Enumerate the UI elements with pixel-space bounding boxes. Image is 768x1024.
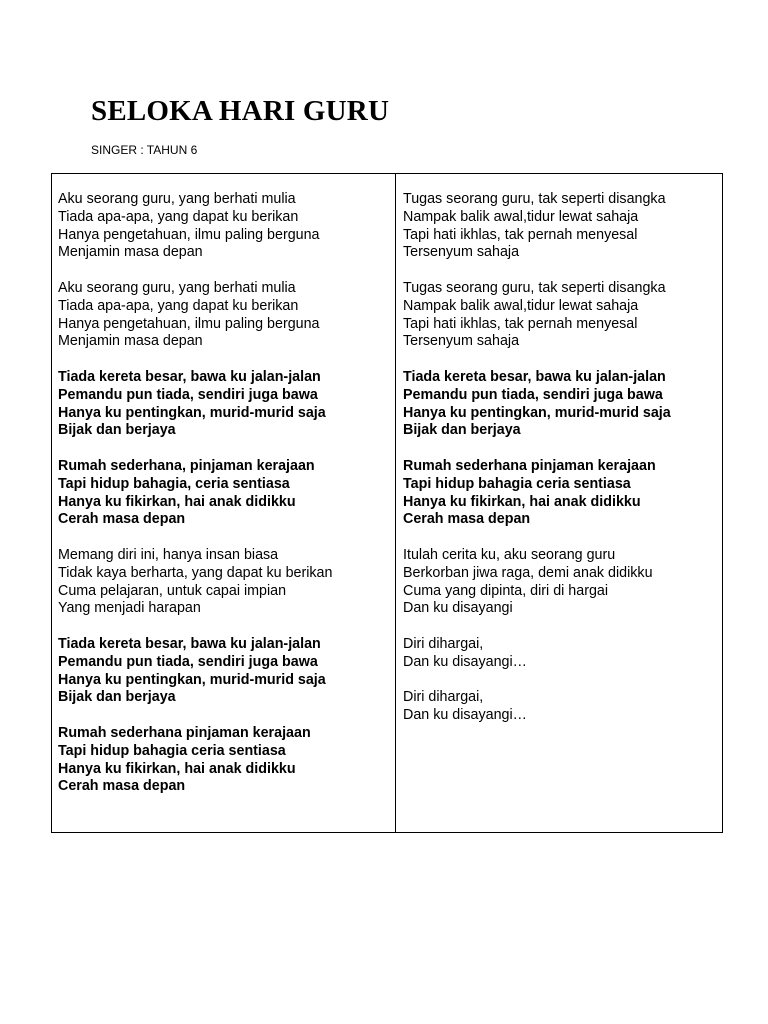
lyric-line: Hanya ku pentingkan, murid-murid saja <box>403 404 671 421</box>
lyric-line: Tapi hidup bahagia, ceria sentiasa <box>58 475 290 492</box>
lyric-line: Tapi hati ikhlas, tak pernah menyesal <box>403 315 638 332</box>
lyric-line: Tugas seorang guru, tak seperti disangka <box>403 191 666 207</box>
lyric-line: Tiada apa-apa, yang dapat ku berikan <box>58 208 299 225</box>
lyric-line: Aku seorang guru, yang berhati mulia <box>58 191 296 207</box>
lyrics-table <box>51 173 723 833</box>
stanza-left-2 <box>58 280 395 351</box>
lyric-line: Memang diri ini, hanya insan biasa <box>58 546 279 563</box>
lyric-line: Hanya ku fikirkan, hai anak didikku <box>58 493 296 510</box>
lyric-line: Tiada kereta besar, bawa ku jalan-jalan <box>58 635 321 652</box>
lyric-line: Tiada kereta besar, bawa ku jalan-jalan <box>403 368 666 385</box>
lyric-line: Bijak dan berjaya <box>58 689 176 706</box>
lyric-line: Tapi hati ikhlas, tak pernah menyesal <box>403 226 638 243</box>
lyric-line: Dan ku disayangi <box>403 600 513 617</box>
lyric-line: Hanya ku pentingkan, murid-murid saja <box>58 671 326 688</box>
lyric-line: Pemandu pun tiada, sendiri juga bawa <box>58 386 318 403</box>
stanza-right-5 <box>403 547 722 618</box>
stanza-right-2 <box>403 280 722 351</box>
stanza-left-3 <box>58 369 395 440</box>
lyric-line: Hanya pengetahuan, ilmu paling berguna <box>58 315 320 332</box>
lyric-line: Bijak dan berjaya <box>403 422 521 439</box>
lyric-line: Pemandu pun tiada, sendiri juga bawa <box>58 653 318 670</box>
lyrics-column-left <box>52 174 396 832</box>
lyric-line: Aku seorang guru, yang berhati mulia <box>58 279 296 296</box>
document-title: SELOKA HARI GURU <box>91 95 390 127</box>
lyric-line: Itulah cerita ku, aku seorang guru <box>403 546 616 563</box>
stanza-left-6 <box>58 636 395 707</box>
lyric-line: Cuma yang dipinta, diri di hargai <box>403 582 609 599</box>
lyric-line: Hanya ku pentingkan, murid-murid saja <box>58 404 326 421</box>
lyric-line: Hanya ku fikirkan, hai anak didikku <box>403 493 641 510</box>
stanza-right-3 <box>403 369 722 440</box>
lyric-line: Tapi hidup bahagia ceria sentiasa <box>58 742 286 759</box>
lyric-line: Tapi hidup bahagia ceria sentiasa <box>403 475 631 492</box>
stanza-right-4 <box>403 458 722 529</box>
lyric-line: Hanya ku fikirkan, hai anak didikku <box>58 760 296 777</box>
stanza-left-1 <box>58 191 395 262</box>
lyrics-column-right <box>396 174 722 832</box>
lyric-line: Pemandu pun tiada, sendiri juga bawa <box>403 386 663 403</box>
lyric-line: Rumah sederhana pinjaman kerajaan <box>403 457 656 474</box>
singer-credit: SINGER : TAHUN 6 <box>91 143 198 157</box>
stanza-left-7 <box>58 725 395 796</box>
lyric-line: Menjamin masa depan <box>58 333 203 350</box>
lyric-line: Diri dihargai, <box>403 635 484 652</box>
lyric-line: Bijak dan berjaya <box>58 422 176 439</box>
lyric-line: Cerah masa depan <box>58 511 186 528</box>
lyric-line: Dan ku disayangi… <box>403 707 527 724</box>
lyric-line: Tersenyum sahaja <box>403 333 520 350</box>
lyric-line: Tersenyum sahaja <box>403 244 520 261</box>
stanza-left-5 <box>58 547 395 618</box>
lyric-line: Menjamin masa depan <box>58 244 203 261</box>
lyric-line: Tugas seorang guru, tak seperti disangka <box>403 279 666 296</box>
lyric-line: Yang menjadi harapan <box>58 600 201 617</box>
stanza-right-7 <box>403 689 722 725</box>
lyric-line: Nampak balik awal,tidur lewat sahaja <box>403 208 639 225</box>
stanza-left-4 <box>58 458 395 529</box>
stanza-right-6 <box>403 636 722 672</box>
lyric-line: Cuma pelajaran, untuk capai impian <box>58 582 287 599</box>
stanza-right-1 <box>403 191 722 262</box>
lyric-line: Cerah masa depan <box>58 778 186 795</box>
lyric-line: Berkorban jiwa raga, demi anak didikku <box>403 564 653 581</box>
lyric-line: Nampak balik awal,tidur lewat sahaja <box>403 297 639 314</box>
lyric-line: Tidak kaya berharta, yang dapat ku berikan <box>58 564 333 581</box>
lyric-line: Cerah masa depan <box>403 511 531 528</box>
lyric-line: Tiada kereta besar, bawa ku jalan-jalan <box>58 368 321 385</box>
lyric-line: Hanya pengetahuan, ilmu paling berguna <box>58 226 320 243</box>
lyric-line: Tiada apa-apa, yang dapat ku berikan <box>58 297 299 314</box>
lyric-line: Diri dihargai, <box>403 689 484 706</box>
lyric-line: Dan ku disayangi… <box>403 653 527 670</box>
lyric-line: Rumah sederhana pinjaman kerajaan <box>58 724 311 741</box>
lyric-line: Rumah sederhana, pinjaman kerajaan <box>58 457 315 474</box>
